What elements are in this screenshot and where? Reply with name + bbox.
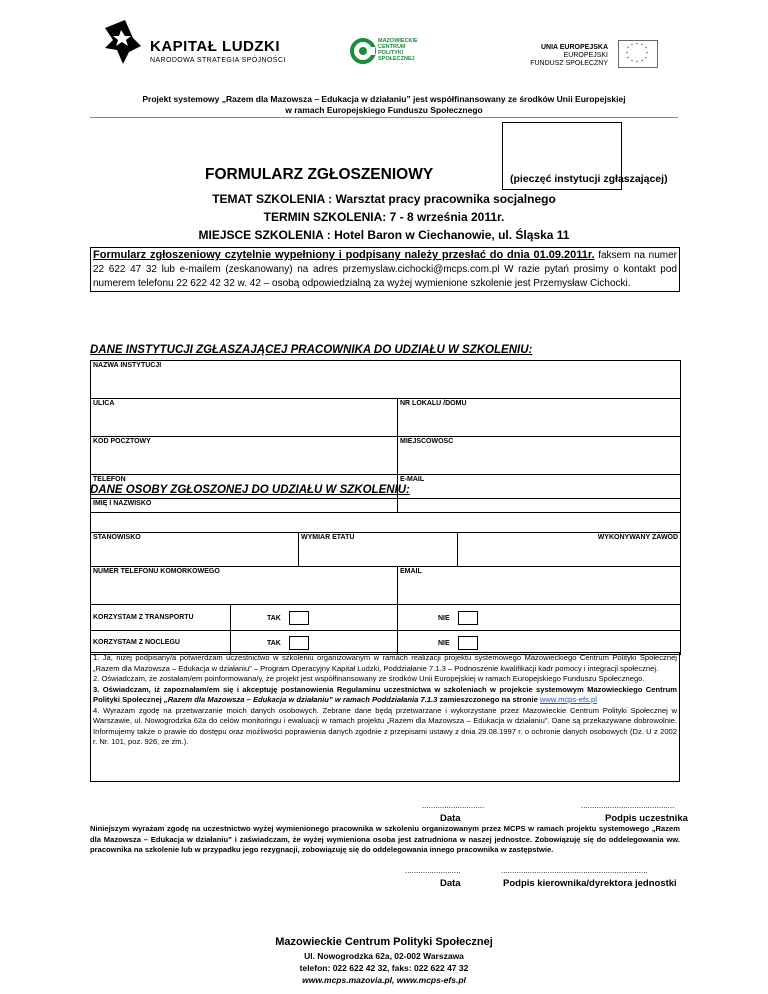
person-email-field[interactable]: EMAIL bbox=[398, 567, 681, 605]
eu-flag-icon bbox=[618, 40, 658, 68]
declaration-3: 3. Oświadczam, iż zapoznałam/em się i akceptuję postanowienia Regulaminu uczestnictwa w szkoleniach w projekcie systemowym Mazowieckiego Centrum Polityki Społecznej „Razem dla Mazowsza – Edukacja w działaniu” w ramach Poddziałania 7.1.3 zamieszczonego na stronie www.mcps-efs.pl bbox=[93, 684, 677, 704]
employer-consent-text: Niniejszym wyrażam zgodę na uczestnictwo wyżej wymienionego pracownika w szkoleniu organizowanym przez MCPS w ramach projektu systemowego „Razem dla Mazowsza – Edukacja w działaniu” i zaświadczam, że wyżej wymieniona osoba jest zatrudniona w naszej jednostce. Zobowiązuję się do oddelegowania ww. pracownika na szkolenie lub w przypadku jego rezygnacji, zobowiązuję się do oddelegowania innego pracownika w zastępstwie. bbox=[90, 824, 680, 854]
street-field[interactable]: ULICA bbox=[91, 399, 398, 437]
svg-text:*: * bbox=[636, 60, 638, 65]
form-title: FORMULARZ ZGŁOSZENIOWY bbox=[205, 166, 434, 183]
date-dots-2: ......................... bbox=[405, 866, 461, 875]
date-label-2: Data bbox=[440, 878, 461, 889]
deadline-text: Formularz zgłoszeniowy czytelnie wypełniony i podpisany należy przesłać do dnia 01.09.2011r. bbox=[93, 249, 595, 261]
transport-no-option: NIE bbox=[398, 605, 681, 631]
person-section-title: DANE OSOBY ZGŁOSZONEJ DO UDZIAŁU W SZKOLENIU: bbox=[90, 484, 410, 496]
training-date: TERMIN SZKOLENIA: 7 - 8 września 2011r. bbox=[263, 210, 505, 224]
training-topic: TEMAT SZKOLENIA : Warsztat pracy pracownika socjalnego bbox=[212, 192, 556, 206]
institution-email-field[interactable]: E-MAIL bbox=[398, 475, 681, 513]
declaration-4: 4. Wyrażam zgodę na przetwarzanie moich danych osobowych. Zebrane dane będą przetwarzane i wykorzystane przez Mazowieckie Centrum Polityki Społecznej w Warszawie, ul. Nowogrodzka 62a do celów monitoringu i ewaluacji w ramach projektu „Razem dla Mazowsza – Edukacja w działaniu”. Dane są przekazywane dobrowolnie. Informujemy także o prawie do dostępu oraz możliwości poprawienia danych zgodnie z przepisami ustawy z dnia 29.08.1997 r. o ochronie danych osobowych (Dz. U z 2002 r. Nr. 101, poz. 926, ze zm.). bbox=[93, 705, 677, 746]
mcps-efs-link[interactable]: www.mcps-efs.pl bbox=[539, 695, 597, 704]
declarations-box bbox=[90, 652, 680, 782]
work-hours-field[interactable]: WYMIAR ETATU bbox=[299, 533, 458, 567]
lodging-label: KORZYSTAM Z NOCLEGU bbox=[91, 631, 231, 655]
svg-text:*: * bbox=[636, 42, 638, 47]
kapital-ludzki-subtitle: NARODOWA STRATEGIA SPÓJNOŚCI bbox=[150, 57, 286, 64]
svg-text:*: * bbox=[641, 43, 643, 48]
svg-text:*: * bbox=[641, 59, 643, 64]
fullname-field[interactable]: IMIĘ I NAZWISKO bbox=[91, 499, 681, 533]
eu-logo-text: UNIA EUROPEJSKA EUROPEJSKI FUNDUSZ SPOŁECZNY bbox=[530, 44, 608, 67]
house-number-field[interactable]: NR LOKALU /DOMU bbox=[398, 399, 681, 437]
manager-sign-dots: .................................................................. bbox=[501, 866, 648, 875]
mobile-phone-field[interactable]: NUMER TELEFONU KOMÓRKOWEGO bbox=[91, 567, 398, 605]
profession-field[interactable]: WYKONYWANY ZAWÓD bbox=[458, 533, 681, 567]
participant-sign-dots: .......................................... bbox=[581, 801, 675, 810]
manager-sign-label: Podpis kierownika/dyrektora jednostki bbox=[503, 878, 677, 889]
logo-bar bbox=[0, 0, 768, 90]
project-note: Projekt systemowy „Razem dla Mazowsza – Edukacja w działaniu” jest współfinansowany ze środków Unii Europejskiej w ramach Europejskiego Funduszu Społecznego bbox=[142, 94, 626, 115]
instructions-text: faksem na numer 22 622 47 32 lub e-mailem (zeskanowany) na adres przemyslaw.cichocki@mcps.com.pl W razie pytań prosimy o kontakt pod numerem telefonu 22 622 42 32 w. 42 – osobą odpowiedzialną za wyżej wymienione szkolenie jest Przemysław Cichocki. bbox=[93, 250, 677, 289]
position-field[interactable]: STANOWISKO bbox=[91, 533, 299, 567]
mcps-logo-icon bbox=[350, 36, 376, 66]
kapital-ludzki-logo-icon bbox=[103, 18, 143, 66]
lodging-no-option: NIE bbox=[398, 631, 681, 655]
transport-label: KORZYSTAM Z TRANSPORTU bbox=[91, 605, 231, 631]
lodging-yes-checkbox[interactable] bbox=[289, 636, 309, 650]
postal-code-field[interactable]: KOD POCZTOWY bbox=[91, 437, 398, 475]
date-label-1: Data bbox=[440, 813, 461, 824]
svg-text:*: * bbox=[646, 51, 648, 56]
svg-text:*: * bbox=[627, 46, 629, 51]
lodging-no-checkbox[interactable] bbox=[458, 636, 478, 650]
footer-websites: www.mcps.mazovia.pl, www.mcps-efs.pl bbox=[302, 975, 466, 985]
transport-yes-checkbox[interactable] bbox=[289, 611, 309, 625]
institution-section-title: DANE INSTYTUCJI ZGŁASZAJĄCEJ PRACOWNIKA DO UDZIAŁU W SZKOLENIU: bbox=[90, 344, 533, 356]
city-field[interactable]: MIEJSCOWOŚĆ bbox=[398, 437, 681, 475]
svg-text:*: * bbox=[631, 59, 633, 64]
kapital-ludzki-title: KAPITAŁ LUDZKI bbox=[150, 38, 281, 55]
training-place: MIEJSCE SZKOLENIA : Hotel Baron w Ciechanowie, ul. Śląska 11 bbox=[198, 228, 570, 242]
footer-org: Mazowieckie Centrum Polityki Społecznej bbox=[275, 936, 493, 948]
footer-contact: telefon: 022 622 42 32, faks: 022 622 47 32 bbox=[299, 963, 469, 973]
instructions-box bbox=[90, 247, 680, 292]
mcps-logo-text: MAZOWIECKIE CENTRUM POLITYKI SPOŁECZNEJ bbox=[378, 38, 418, 62]
declaration-1: 1. Ja, niżej podpisany/a potwierdzam uczestnictwo w szkoleniu organizowanym w ramach realizacji projektu systemowego Mazowieckiego Centrum Polityki Społecznej „Razem dla Mazowsza – Edukacja w działaniu” – Program Operacyjny Kapitał Ludzki, Poddziałanie 7.1.3 – Podnoszenie kwalifikacji kadr pomocy i integracji społecznej. bbox=[93, 653, 677, 673]
header-divider bbox=[90, 117, 678, 118]
lodging-yes-option: TAK bbox=[231, 631, 398, 655]
footer-address: Ul. Nowogrodzka 62a, 02-002 Warszawa bbox=[304, 951, 464, 961]
institution-name-field[interactable]: NAZWA INSTYTUCJI bbox=[91, 361, 681, 399]
person-table bbox=[90, 498, 681, 655]
svg-text:*: * bbox=[627, 56, 629, 61]
transport-yes-option: TAK bbox=[231, 605, 398, 631]
participant-sign-label: Podpis uczestnika bbox=[605, 813, 688, 824]
declaration-2: 2. Oświadczam, że zostałam/em poinformowana/y, że projekt jest współfinansowany ze środków Unii Europejskiej w ramach Europejskiego Funduszu Społecznego. bbox=[93, 674, 645, 683]
institution-phone-field[interactable]: TELEFON bbox=[91, 475, 398, 513]
transport-no-checkbox[interactable] bbox=[458, 611, 478, 625]
svg-text:*: * bbox=[645, 56, 647, 61]
stamp-label: (pieczęć instytucji zgłaszającej) bbox=[510, 173, 668, 185]
svg-text:*: * bbox=[645, 46, 647, 51]
svg-text:*: * bbox=[631, 43, 633, 48]
svg-text:*: * bbox=[626, 51, 628, 56]
date-dots-1: ............................ bbox=[422, 801, 485, 810]
